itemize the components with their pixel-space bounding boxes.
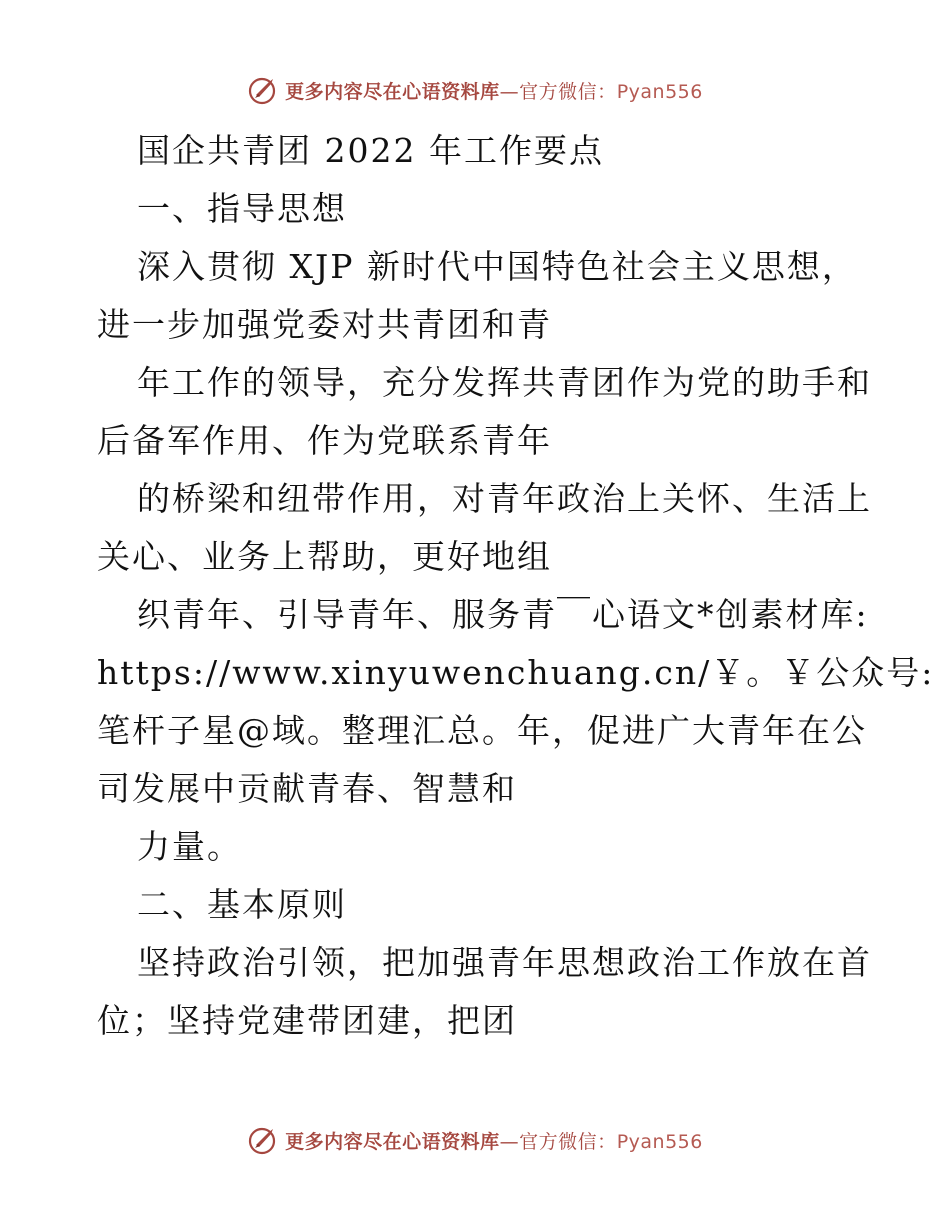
text-line: 关心、业务上帮助，更好地组 (97, 537, 552, 576)
text-line: 国企共青团 2022 年工作要点 (137, 131, 604, 170)
text-line: 进一步加强党委对共青团和青 (97, 305, 552, 344)
text-line: 坚持政治引领，把加强青年思想政治工作放在首 (137, 943, 872, 982)
text-line: 的桥梁和纽带作用，对青年政治上关怀、生活上 (137, 479, 872, 518)
text-line: 一、指导思想 (137, 189, 347, 228)
text-line: 笔杆子星@域。整理汇总。年，促进广大青年在公 (97, 711, 867, 750)
text-line: 深入贯彻 XJP 新时代中国特色社会主义思想， (137, 247, 857, 286)
watermark-wechat-id: Pyan556 (616, 80, 703, 103)
watermark-separator: — (499, 1130, 520, 1153)
watermark-brand: 更多内容尽在心语资料库 (285, 1130, 500, 1153)
text-line: 后备军作用、作为党联系青年 (97, 421, 552, 460)
footer-watermark (0, 1120, 950, 1160)
document-body (97, 122, 935, 1050)
text-line: 年工作的领导，充分发挥共青团作为党的助手和 (137, 363, 872, 402)
header-watermark (0, 70, 950, 110)
pen-logo-icon (247, 73, 281, 107)
text-line: 司发展中贡献青春、智慧和 (97, 769, 517, 808)
watermark-contact: 官方微信： (519, 80, 617, 103)
watermark-contact: 官方微信： (519, 1130, 617, 1153)
text-line: 力量。 (137, 827, 242, 866)
text-line: 织青年、引导青年、服务青￣心语文*创素材库: (137, 595, 869, 634)
watermark-brand: 更多内容尽在心语资料库 (285, 80, 500, 103)
watermark-wechat-id: Pyan556 (616, 1130, 703, 1153)
pen-logo-icon (247, 1123, 281, 1157)
text-line: 位；坚持党建带团建，把团 (97, 1001, 517, 1040)
text-line: 二、基本原则 (137, 885, 347, 924)
text-line: https://www.xinyuwenchuang.cn/￥。￥公众号: (97, 653, 935, 692)
watermark-separator: — (499, 80, 520, 103)
